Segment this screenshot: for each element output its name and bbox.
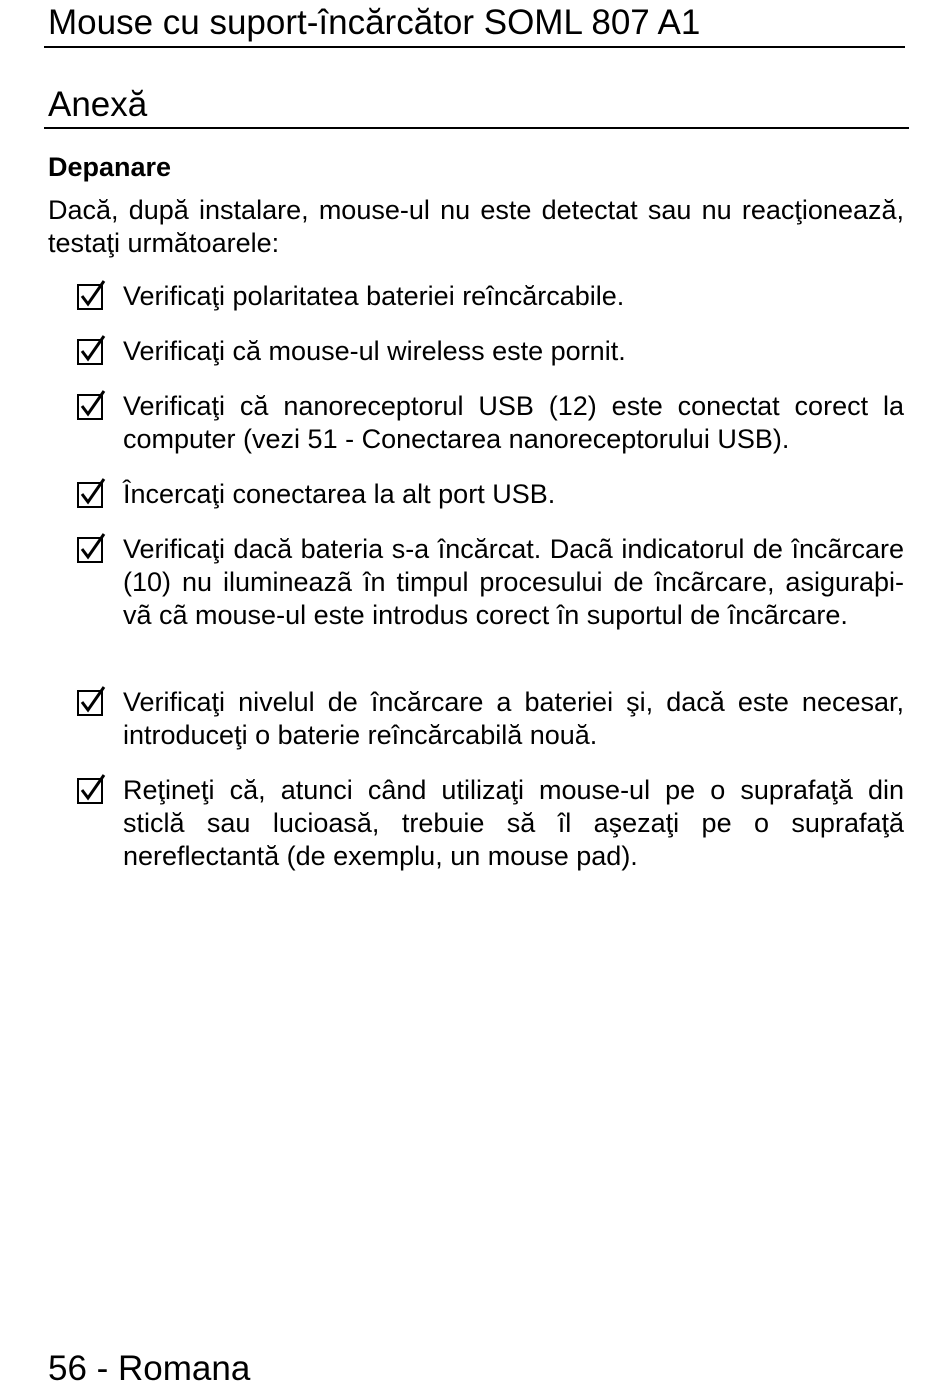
checklist-item-text: Verificaţi nivelul de încărcare a bateriei şi, dacă este necesar, introduceţi o baterie reîncărcabilă nouă.	[123, 687, 904, 750]
checklist-item-text: Verificaţi că mouse-ul wireless este pornit.	[123, 336, 626, 366]
checkbox-checked-icon	[76, 335, 107, 366]
subheading: Depanare	[48, 152, 172, 182]
checkbox-checked-icon	[76, 390, 107, 421]
page-footer: 56 - Romana	[48, 1349, 251, 1388]
checklist-item-text: Reţineţi că, atunci când utilizaţi mouse-ul pe o suprafaţă din sticlă sau lucioasă, trebuie să îl aşezaţi pe o suprafaţă nereflectantă (de exemplu, un mouse pad).	[123, 775, 904, 871]
checklist-item-text: Verificaţi că nanoreceptorul USB (12) este conectat corect la computer (vezi 51 - Conectarea nanoreceptorului USB).	[123, 391, 904, 454]
checkbox-checked-icon	[76, 774, 107, 805]
intro-paragraph: Dacă, după instalare, mouse-ul nu este detectat sau nu reacţionează, testaţi următoarele:	[48, 195, 904, 258]
checklist-item-text: Verificaţi polaritatea bateriei reîncărcabile.	[123, 281, 625, 311]
section-title: Anexă	[48, 85, 148, 124]
checkbox-checked-icon	[76, 280, 107, 311]
document-header: Mouse cu suport-încărcător SOML 807 A1	[48, 3, 701, 42]
checkbox-checked-icon	[76, 533, 107, 564]
checkbox-checked-icon	[76, 478, 107, 509]
checklist-item-text: Verificaţi dacă bateria s-a încărcat. Dacã indicatorul de încãrcare (10) nu ilumineazã în timpul procesului de încãrcare, asiguraþi-vã cã mouse-ul este introdus corect în suportul de încãrcare.	[123, 534, 904, 630]
checklist-item-text: Încercaţi conectarea la alt port USB.	[123, 479, 556, 509]
checkbox-checked-icon	[76, 686, 107, 717]
